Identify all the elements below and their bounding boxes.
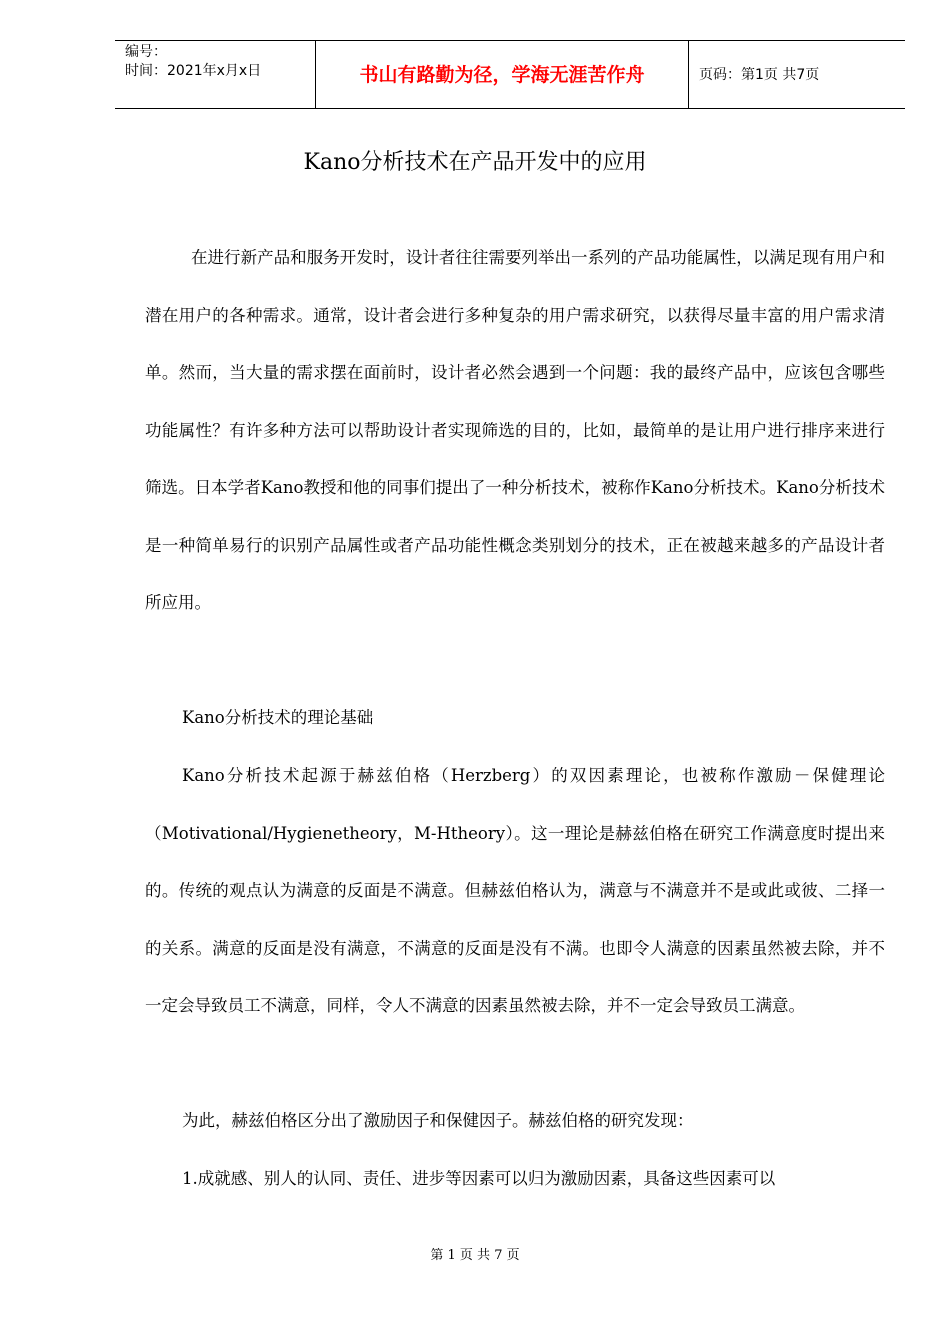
document-title: Kano分析技术在产品开发中的应用 — [303, 150, 647, 175]
document-date: 时间：2021年x月x日 — [125, 63, 262, 79]
section-heading: Kano分析技术的理论基础 — [182, 708, 374, 727]
paragraph-theory: Kano分析技术起源于赫兹伯格（Herzberg）的双因素理论，也被称作激励－保健理论（Motivational/Hygienetheory，M-Htheory）。这一理论是赫兹伯格在研究工作满意度时提出来的。传统的观点认为满意的反面是不满意。但赫兹伯格认为，满意与不满意并不是或此或彼、二择一的关系。满意的反面是没有满意，不满意的反面是没有不满。也即令人满意的因素虽然被去除，并不一定会导致员工不满意，同样，令人不满意的因素虽然被去除，并不一定会导致员工满意。 — [145, 766, 885, 1015]
paragraph-intro: 在进行新产品和服务开发时，设计者往往需要列举出一系列的产品功能属性，以满足现有用户和潜在用户的各种需求。通常，设计者会进行多种复杂的用户需求研究，以获得尽量丰富的用户需求清单。然而，当大量的需求摆在面前时，设计者必然会遇到一个问题：我的最终产品中，应该包含哪些功能属性？有许多种方法可以帮助设计者实现筛选的目的，比如，最简单的是让用户进行排序来进行筛选。日本学者Kano教授和他的同事们提出了一种分析技术，被称作Kano分析技术。Kano分析技术是一种简单易行的识别产品属性或者产品功能性概念类别划分的技术，正在被越来越多的产品设计者所应用。 — [145, 248, 885, 612]
document-code-label: 编号： — [125, 44, 167, 60]
page-footer: 第 1 页 共 7 页 — [430, 1248, 520, 1263]
header-page-cell — [689, 41, 905, 108]
document-header — [115, 40, 905, 109]
list-item-1: 1.成就感、别人的认同、责任、进步等因素可以归为激励因素，具备这些因素可以 — [182, 1169, 776, 1188]
header-meta-cell — [115, 41, 316, 108]
header-motto: 书山有路勤为径，学海无涯苦作舟 — [359, 64, 645, 86]
paragraph-factors: 为此，赫兹伯格区分出了激励因子和保健因子。赫兹伯格的研究发现： — [182, 1111, 694, 1130]
header-page-info: 页码：第1页 共7页 — [699, 67, 820, 83]
header-motto-cell — [316, 41, 689, 108]
